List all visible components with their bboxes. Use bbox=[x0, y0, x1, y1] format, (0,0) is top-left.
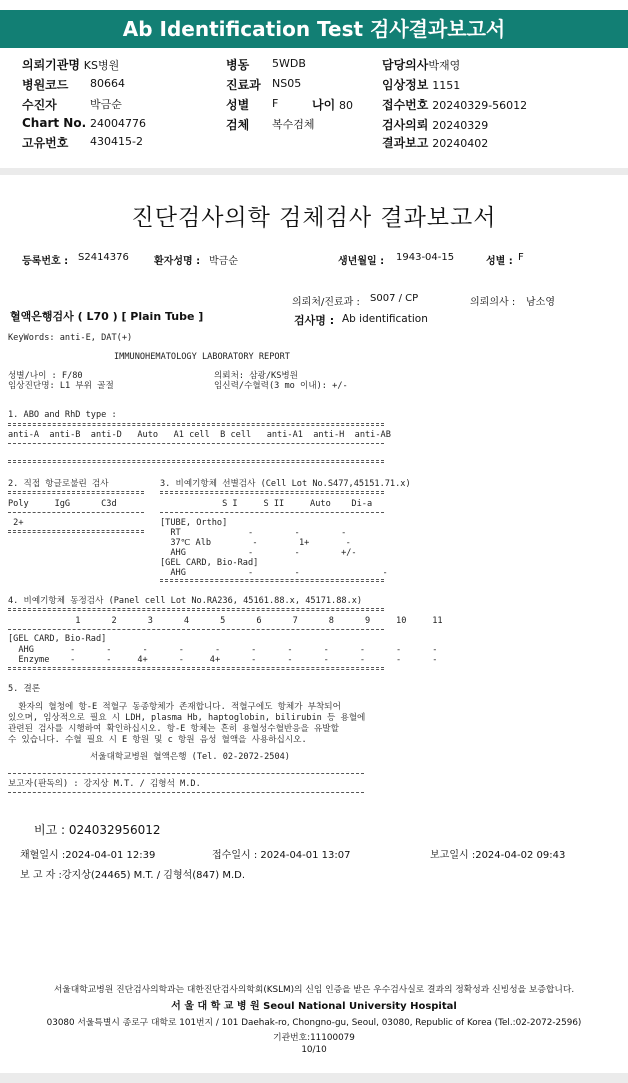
divider bbox=[8, 530, 144, 533]
report-page bbox=[0, 175, 628, 1073]
dob-label: 생년월일 : bbox=[338, 256, 385, 267]
divider bbox=[8, 667, 384, 670]
dept: S007 / CP bbox=[370, 293, 419, 304]
patient-name: 박금순 bbox=[209, 256, 238, 267]
header-field: 성별 bbox=[226, 98, 250, 112]
doctor: 남소영 bbox=[526, 297, 555, 308]
header-field: 병동 bbox=[226, 58, 250, 72]
header-field: 고유번호 bbox=[22, 136, 69, 150]
header-value: 80664 bbox=[90, 77, 125, 90]
header-value: 복수검체 bbox=[272, 118, 315, 131]
header-field: 검사의뢰 20240329 bbox=[382, 118, 489, 132]
reg-no: S2414376 bbox=[78, 252, 129, 263]
header-value: F bbox=[272, 97, 279, 110]
reporter2-field: 보 고 자 :강지상(24465) M.T. / 김형석(847) M.D. bbox=[20, 870, 246, 881]
sec4-row: Enzyme - - 4+ - 4+ - - - - - - bbox=[8, 655, 438, 665]
doctor-label: 의뢰의사 : bbox=[470, 297, 516, 308]
sec3-title: 3. 비예기항체 선별검사 (Cell Lot No.S477,45151.71.x) bbox=[160, 479, 411, 489]
reporter: 보고자(판독의) : 강지상 M.T. / 김형석 M.D. bbox=[8, 779, 201, 789]
header-value: NS05 bbox=[272, 77, 302, 90]
header-field: 담당의사박재영 bbox=[382, 58, 461, 72]
sec3-row: [TUBE, Ortho] bbox=[160, 518, 228, 528]
sec2-header: Poly IgG C3d bbox=[8, 499, 117, 509]
page-number: 10/10 bbox=[301, 1045, 327, 1055]
sec1-header: anti-A anti-B anti-D Auto A1 cell B cell anti-A1 anti-H anti-AB bbox=[8, 430, 391, 440]
main-title: 진단검사의학 검체검사 결과보고서 bbox=[131, 205, 497, 231]
header-card bbox=[0, 0, 628, 168]
age-field: 나이 80 bbox=[312, 98, 354, 112]
test-name: Ab identification bbox=[342, 313, 428, 325]
header-value: 5WDB bbox=[272, 57, 306, 70]
test-name-label: 검사명 : bbox=[294, 314, 335, 327]
sec3-row: RT - - - bbox=[160, 528, 347, 538]
remark-field: 비고 : 024032956012 bbox=[34, 823, 161, 837]
header-field: 접수번호 20240329-56012 bbox=[382, 98, 528, 112]
sex-age: 성별/나이 : F/80 bbox=[8, 371, 83, 381]
header-field: Chart No. bbox=[22, 116, 87, 130]
divider bbox=[8, 608, 384, 611]
conclusion-line: 수 있습니다. 수혈 필요 시 E 항원 및 c 항원 음성 혈액을 사용하십시오. bbox=[8, 735, 307, 745]
keywords: KeyWords: anti-E, DAT(+) bbox=[8, 333, 133, 343]
header-field: 검체 bbox=[226, 118, 250, 132]
dob: 1943-04-15 bbox=[396, 252, 455, 263]
sec3-row: AHG - - - bbox=[160, 568, 388, 578]
divider bbox=[8, 629, 384, 630]
footer-certification: 서울대학교병원 진단검사의학과는 대한진단검사의학회(KSLM)의 신임 인증을 받은 우수검사실로 결과의 정확성과 신빙성을 보증합니다. bbox=[53, 985, 575, 995]
footer-address: 03080 서울특별시 종로구 대학로 101번지 / 101 Daehak-ro, Chongno-gu, Seoul, 03080, Republic of Korea (Tel.:02-2072-2596) bbox=[46, 1018, 582, 1028]
sec3-row: [GEL CARD, Bio-Rad] bbox=[160, 558, 259, 568]
header-value: 24004776 bbox=[90, 117, 146, 130]
header-field: 결과보고 20240402 bbox=[382, 136, 489, 150]
sec2-value: 2+ bbox=[8, 518, 24, 528]
reported-field: 보고일시 :2024-04-02 09:43 bbox=[430, 850, 566, 861]
sec2-title: 2. 직접 항글로불린 검사 bbox=[8, 479, 109, 489]
divider bbox=[160, 512, 384, 513]
patient-label: 환자성명 : bbox=[154, 256, 201, 267]
conclusion-line: 있으며, 임상적으로 필요 시 LDH, plasma Hb, haptoglobin, bilirubin 등 용혈에 bbox=[8, 713, 366, 723]
divider bbox=[8, 423, 384, 426]
header-field: 의뢰기관명 KS병원 bbox=[22, 58, 120, 72]
header-field: 수진자 bbox=[22, 98, 57, 112]
bloodbank: 서울대학교병원 혈액은행 (Tel. 02-2072-2504) bbox=[90, 752, 290, 762]
report-title: Ab Identification Test 검사결과보고서 bbox=[0, 10, 628, 48]
sec1-title: 1. ABO and RhD type : bbox=[8, 410, 117, 420]
sex: F bbox=[518, 252, 524, 263]
divider bbox=[8, 512, 144, 513]
header-value: 박금순 bbox=[90, 98, 122, 111]
sec3-header: S I S II Auto Di-a bbox=[160, 499, 373, 509]
divider bbox=[8, 792, 364, 793]
footer-org-no: 기관번호:11100079 bbox=[273, 1033, 355, 1043]
sec4-title: 4. 비예기항체 동정검사 (Panel cell Lot No.RA236, 45161.88.x, 45171.88.x) bbox=[8, 596, 363, 606]
reg-no-label: 등록번호 : bbox=[22, 256, 69, 267]
lab-title: IMMUNOHEMATOLOGY LABORATORY REPORT bbox=[114, 352, 290, 362]
sec4-row: AHG - - - - - - - - - - - bbox=[8, 645, 438, 655]
header-field: 병원코드 bbox=[22, 78, 69, 92]
diagnosis: 임상진단명: L1 부위 골절 bbox=[8, 381, 114, 391]
pregnancy: 임신력/수혈력(3 mo 이내): +/- bbox=[214, 381, 348, 391]
header-field: 진료과 bbox=[226, 78, 261, 92]
footer-hospital: 서 울 대 학 교 병 원 Seoul National University Hospital bbox=[171, 1001, 457, 1012]
divider bbox=[8, 491, 144, 494]
header-value: 430415-2 bbox=[90, 135, 143, 148]
test-group: 혈액은행검사 ( L70 ) [ Plain Tube ] bbox=[10, 310, 204, 323]
divider bbox=[160, 579, 384, 582]
sec4-header: 1 2 3 4 5 6 7 8 9 10 11 bbox=[8, 616, 443, 626]
dept-label: 의뢰처/진료과 : bbox=[292, 297, 360, 308]
sec5-title: 5. 결론 bbox=[8, 684, 41, 694]
sec3-row: AHG - - +/- bbox=[160, 548, 357, 558]
conclusion-line: 환자의 혈청에 항-E 적혈구 동종항체가 존재합니다. 적혈구에도 항체가 부착되어 bbox=[8, 702, 341, 712]
sec4-row: [GEL CARD, Bio-Rad] bbox=[8, 634, 107, 644]
received-field: 접수일시 : 2024-04-01 13:07 bbox=[212, 850, 351, 861]
conclusion-line: 관련된 검사를 시행하여 확인하십시오. 항-E 항체는 흔히 용혈성수혈반응을 유발할 bbox=[8, 724, 339, 734]
sec3-row: 37℃ Alb - 1+ - bbox=[160, 538, 351, 548]
sex-label: 성별 : bbox=[486, 256, 513, 267]
divider bbox=[160, 491, 384, 494]
collected-field: 채혈일시 :2024-04-01 12:39 bbox=[20, 850, 156, 861]
divider bbox=[8, 443, 384, 444]
divider bbox=[8, 773, 364, 774]
referrer: 의뢰처: 삼광/KS병원 bbox=[214, 371, 298, 381]
header-field: 임상정보 1151 bbox=[382, 78, 461, 92]
divider bbox=[8, 460, 384, 463]
